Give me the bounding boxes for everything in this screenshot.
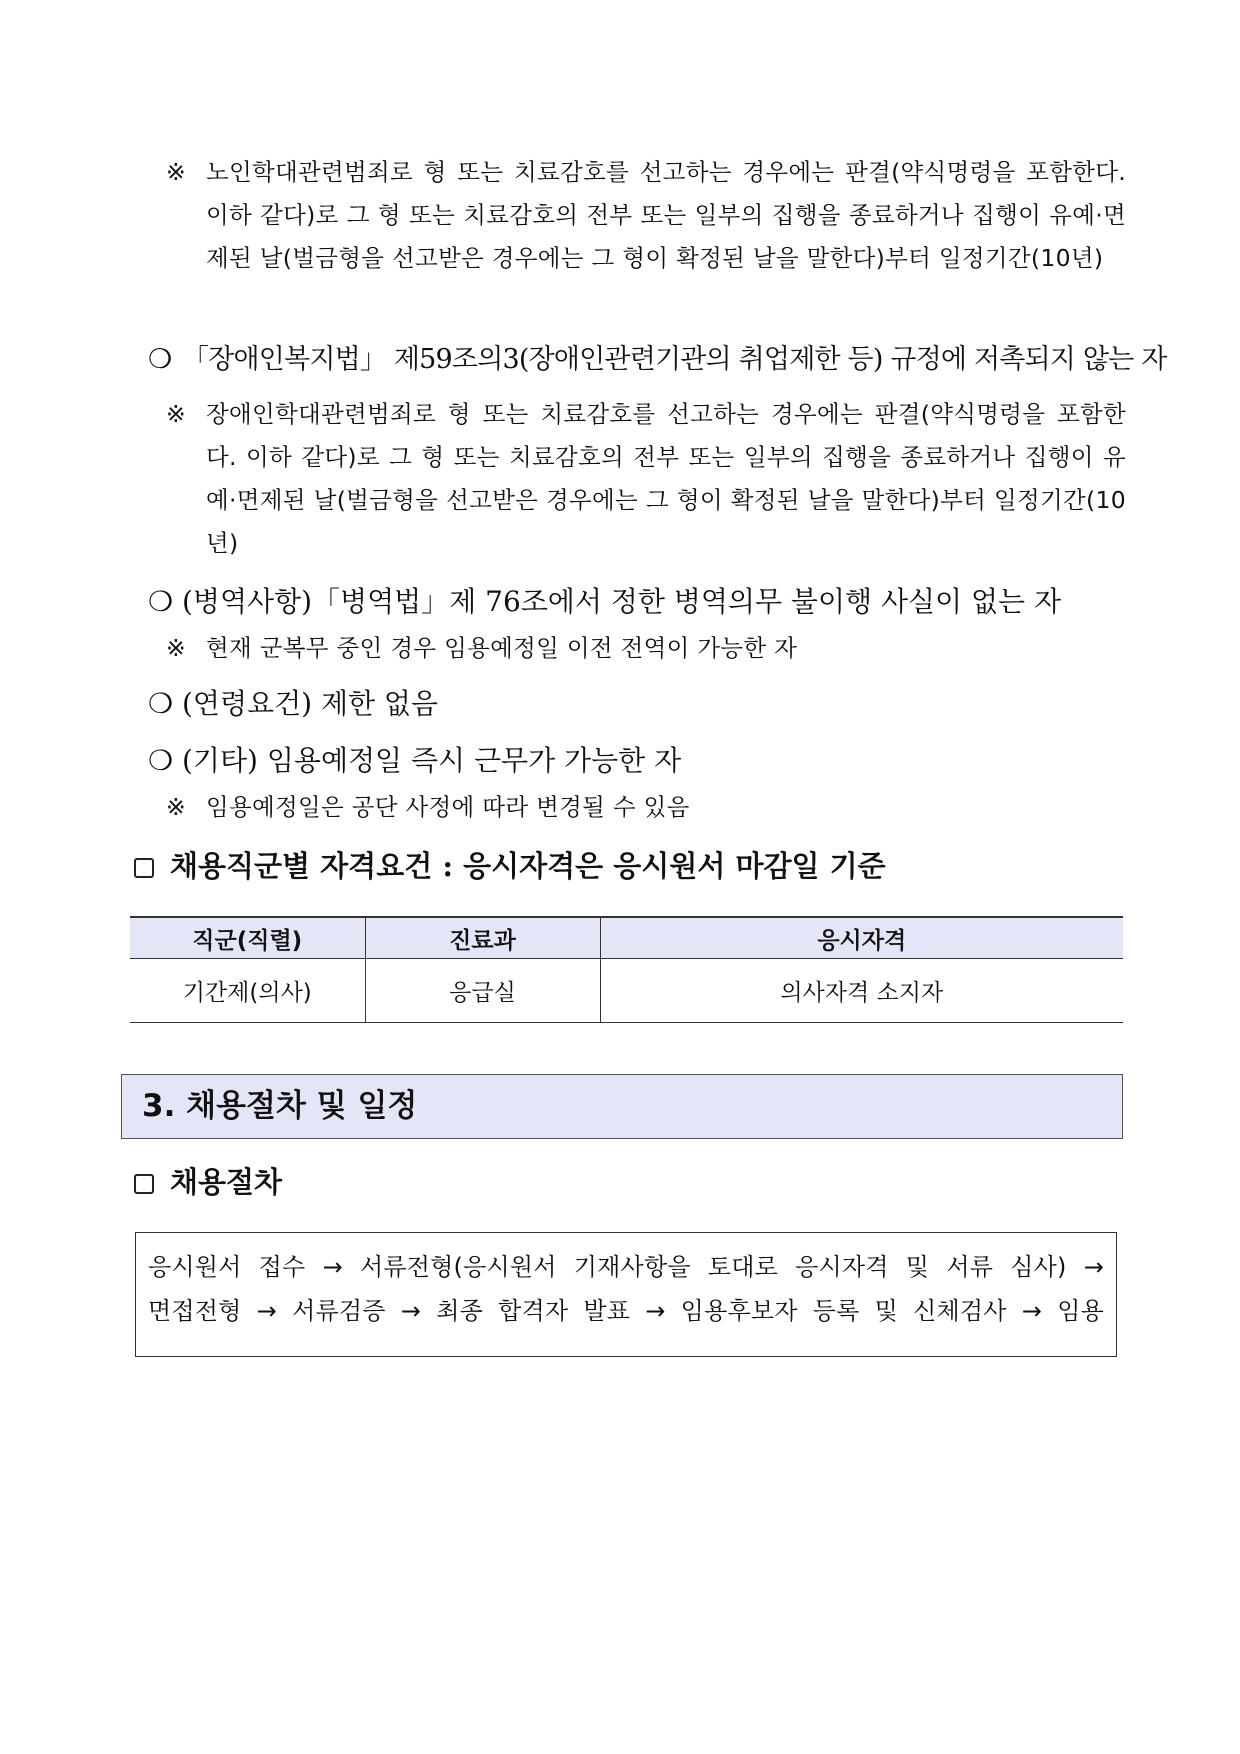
column-header-job-group: 직군(직렬) xyxy=(130,917,365,959)
note-text: 노인학대관련범죄로 형 또는 치료감호를 선고하는 경우에는 판결(약식명령을 포함한다. 이하 같다)로 그 형 또는 치료감호의 전부 또는 일부의 집행을 종료하거나 집행이 유예·면제된 날(벌금형을 선고받은 경우에는 그 형이 확정된 날을 말한다)부터 일정기간(10년) xyxy=(206,158,1126,272)
procedure-heading xyxy=(134,1162,282,1202)
qualifications-table xyxy=(130,916,1123,1023)
item-other xyxy=(148,741,1128,781)
reference-mark: ※ xyxy=(166,158,186,186)
reference-mark: ※ xyxy=(166,400,186,428)
item-disability-act xyxy=(148,340,1167,380)
item-text: (연령요건) 제한 없음 xyxy=(182,687,439,720)
qualifications-heading-text: 채용직군별 자격요건 : 응시자격은 응시원서 마감일 기준 xyxy=(170,849,886,883)
cell-job-group: 기간제(의사) xyxy=(130,959,365,1023)
note-disabled-abuse xyxy=(166,393,1126,565)
note-text: 현재 군복무 중인 경우 임용예정일 이전 전역이 가능한 자 xyxy=(206,634,798,662)
note-text: 장애인학대관련범죄로 형 또는 치료감호를 선고하는 경우에는 판결(약식명령을 포함한다. 이하 같다)로 그 형 또는 치료감호의 전부 또는 일부의 집행을 종료하거나 집행이 유예·면제된 날(벌금형을 선고받은 경우에는 그 형이 확정된 날을 말한다)부터 일정기간(10년) xyxy=(206,400,1126,557)
procedure-box xyxy=(135,1232,1117,1357)
circle-bullet-icon: ❍ xyxy=(148,344,172,375)
note-military xyxy=(166,627,1126,670)
circle-bullet-icon: ❍ xyxy=(148,585,174,618)
item-text: 「장애인복지법」 제59조의3(장애인관련기관의 취업제한 등) 규정에 저촉되지 않는 자 xyxy=(182,344,1167,375)
circle-bullet-icon: ❍ xyxy=(148,744,174,777)
item-military-service xyxy=(148,582,1128,622)
checkbox-square-icon xyxy=(134,858,154,878)
qualifications-heading xyxy=(134,846,886,886)
checkbox-square-icon xyxy=(134,1174,154,1194)
item-text: (기타) 임용예정일 즉시 근무가 가능한 자 xyxy=(182,744,682,777)
cell-qualification: 의사자격 소지자 xyxy=(600,959,1123,1023)
item-text: (병역사항)「병역법」제 76조에서 정한 병역의무 불이행 사실이 없는 자 xyxy=(182,585,1062,618)
procedure-line-2: 면접전형 → 서류검증 → 최종 합격자 발표 → 임용후보자 등록 및 신체검사 → 임용 xyxy=(148,1297,1104,1325)
item-age xyxy=(148,684,1128,724)
note-text: 임용예정일은 공단 사정에 따라 변경될 수 있음 xyxy=(206,793,690,821)
reference-mark: ※ xyxy=(166,793,186,821)
reference-mark: ※ xyxy=(166,634,186,662)
table-header-row xyxy=(130,917,1123,959)
procedure-heading-text: 채용절차 xyxy=(170,1165,283,1199)
cell-department: 응급실 xyxy=(365,959,600,1023)
column-header-qualification: 응시자격 xyxy=(600,917,1123,959)
column-header-department: 진료과 xyxy=(365,917,600,959)
note-elder-abuse xyxy=(166,151,1126,280)
procedure-line-1: 응시원서 접수 → 서류전형(응시원서 기재사항을 토대로 응시자격 및 서류 심사) → xyxy=(148,1253,1104,1281)
note-date-change xyxy=(166,786,1126,829)
table-row xyxy=(130,959,1123,1023)
circle-bullet-icon: ❍ xyxy=(148,687,174,720)
section-title-banner: 3. 채용절차 및 일정 xyxy=(121,1074,1123,1139)
